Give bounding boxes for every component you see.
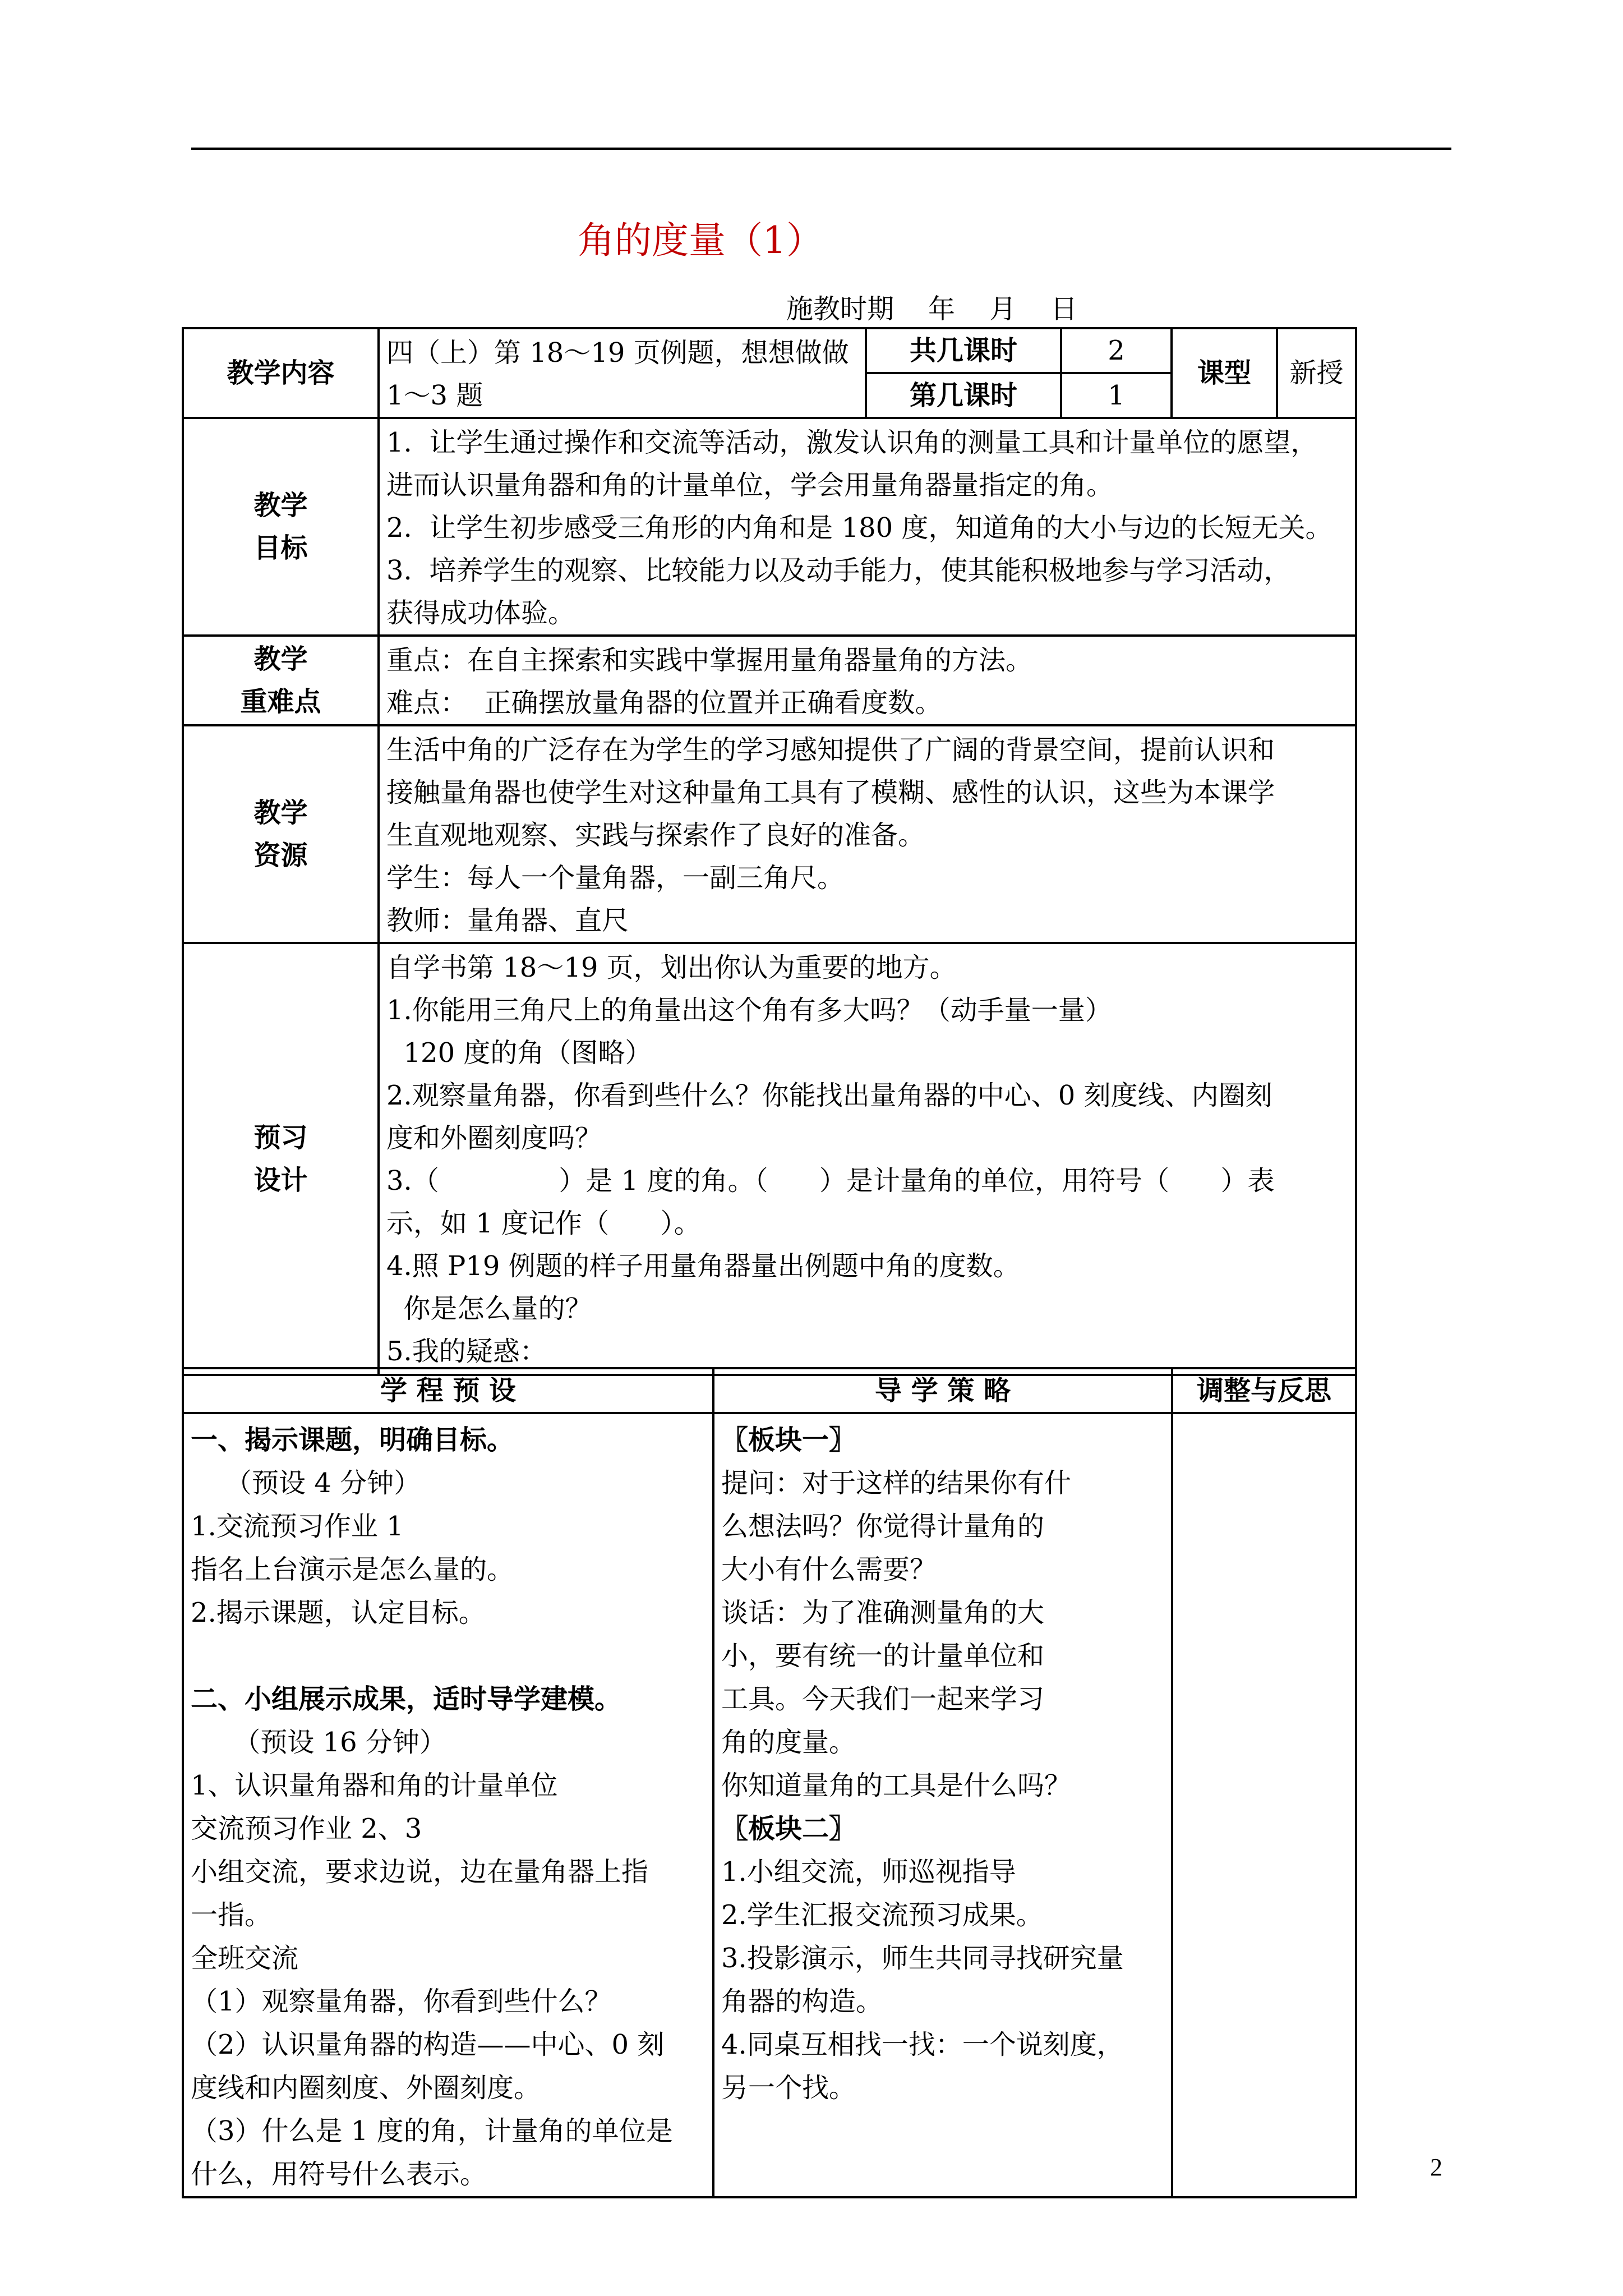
text-line: 指名上台演示是怎么量的。	[191, 1554, 514, 1585]
text-line: 教学	[253, 490, 308, 521]
text-line: 另一个找。	[721, 2072, 856, 2104]
text-line: 小组交流，要求边说，边在量角器上指	[191, 1856, 649, 1888]
plan-header-reflection: 调整与反思	[1172, 1368, 1356, 1413]
text-line: 1.交流预习作业 1	[191, 1511, 404, 1542]
total-periods-value: 2	[1061, 328, 1172, 373]
text-line: 重难点	[240, 686, 321, 717]
content-cell	[379, 328, 866, 418]
page-number: 2	[1430, 2154, 1442, 2181]
plan-header-strategy: 导 学 策 略	[713, 1368, 1172, 1413]
text-line: 大小有什么需要？	[721, 1554, 937, 1585]
section-heading: 〖板块一〗	[721, 1424, 856, 1456]
text-line: 获得成功体验。	[386, 597, 575, 629]
total-periods-label: 共几课时	[866, 328, 1061, 373]
date-line: 施教时期 年 月 日	[786, 293, 1078, 325]
period-value: 1	[1061, 373, 1172, 418]
type-label: 课型	[1172, 328, 1277, 418]
text-line: 生直观地观察、实践与探索作了良好的准备。	[386, 820, 925, 851]
text-line: 设计	[253, 1165, 308, 1196]
text-line: 4.同桌互相找一找：一个说刻度，	[721, 2029, 1124, 2060]
plan-header-process: 学 程 预 设	[183, 1368, 713, 1413]
text-line: 1、认识量角器和角的计量单位	[191, 1770, 558, 1801]
text-line: 1～3 题	[386, 380, 483, 411]
plan-process-content	[183, 1413, 713, 2197]
text-line: 预习	[253, 1122, 308, 1153]
content-label: 教学内容	[183, 328, 379, 418]
resources-content	[379, 725, 1356, 943]
text-line: 120 度的角（图略）	[386, 1037, 652, 1069]
section-heading: 二、小组展示成果，适时导学建模。	[191, 1683, 622, 1715]
text-line: 全班交流	[191, 1943, 299, 1974]
text-line: 2.揭示课题，认定目标。	[191, 1597, 486, 1628]
text-line: 你是怎么量的？	[386, 1293, 592, 1324]
text-line: 教学	[253, 643, 308, 675]
type-value: 新授	[1277, 328, 1356, 418]
text-line: 3.投影演示，师生共同寻找研究量	[721, 1943, 1124, 1974]
text-line: 生活中角的广泛存在为学生的学习感知提供了广阔的背景空间，提前认识和	[386, 734, 1275, 766]
plan-strategy-content	[713, 1413, 1172, 2197]
text-line: （2）认识量角器的构造——中心、0 刻	[191, 2029, 665, 2060]
text-line: （预设 4 分钟）	[191, 1467, 421, 1499]
plan-reflection-content	[1172, 1413, 1356, 2197]
text-line: 难点： 正确摆放量角器的位置并正确看度数。	[386, 687, 942, 719]
text-line: 自学书第 18～19 页，划出你认为重要的地方。	[386, 952, 957, 983]
period-label: 第几课时	[866, 373, 1061, 418]
text-line: 四（上）第 18～19 页例题，想想做做	[386, 337, 849, 369]
text-line: 度线和内圈刻度、外圈刻度。	[191, 2072, 541, 2104]
text-line: 接触量角器也使学生对这种量角工具有了模糊、感性的认识，这些为本课学	[386, 777, 1275, 808]
text-line: 什么，用符号什么表示。	[191, 2159, 487, 2190]
text-line: 2.观察量角器，你看到些什么？你能找出量角器的中心、0 刻度线、内圈刻	[386, 1080, 1272, 1111]
goals-content	[379, 418, 1356, 636]
text-line: 度和外圈刻度吗？	[386, 1122, 602, 1154]
preview-content	[379, 943, 1356, 1375]
text-line: 资源	[253, 840, 308, 871]
teaching-plan-table	[182, 1367, 1357, 2198]
text-line: 学生：每人一个量角器，一副三角尺。	[386, 862, 845, 894]
text-line	[191, 1635, 712, 1678]
text-line: 2. 让学生初步感受三角形的内角和是 180 度，知道角的大小与边的长短无关。	[386, 512, 1332, 544]
lesson-info-table	[182, 327, 1357, 1376]
text-line: 4.照 P19 例题的样子用量角器量出例题中角的度数。	[386, 1250, 1020, 1282]
text-line: 么想法吗？你觉得计量角的	[721, 1511, 1045, 1542]
text-line: 谈话：为了准确测量角的大	[721, 1597, 1045, 1628]
text-line: 教师：量角器、直尺	[386, 905, 629, 936]
text-line: 2.学生汇报交流预习成果。	[721, 1899, 1043, 1931]
text-line: （预设 16 分钟）	[191, 1727, 446, 1758]
text-line: 3.（ ）是 1 度的角。（ ）是计量角的单位，用符号（ ）表	[386, 1165, 1275, 1197]
text-line: 1. 让学生通过操作和交流等活动，激发认识角的测量工具和计量单位的愿望，	[386, 427, 1318, 458]
text-line: 目标	[253, 532, 308, 564]
text-line: （3）什么是 1 度的角，计量角的单位是	[191, 2115, 673, 2147]
text-line: 5.我的疑惑：	[386, 1336, 547, 1367]
text-line: 示，如 1 度记作（ ）。	[386, 1208, 701, 1239]
text-line: 你知道量角的工具是什么吗？	[721, 1770, 1072, 1801]
text-line: 角的度量。	[721, 1727, 856, 1758]
text-line: 交流预习作业 2、3	[191, 1813, 422, 1844]
key-points-label	[183, 636, 379, 725]
section-heading: 〖板块二〗	[721, 1813, 856, 1844]
text-line: 教学	[253, 797, 308, 829]
document-title: 角的度量（1）	[578, 219, 823, 262]
key-points-content	[379, 636, 1356, 725]
section-heading: 一、揭示课题，明确目标。	[191, 1424, 514, 1456]
preview-label	[183, 943, 379, 1375]
goals-label	[183, 418, 379, 636]
text-line: 1.小组交流，师巡视指导	[721, 1856, 1016, 1888]
text-line: 一指。	[191, 1899, 272, 1931]
text-line: （1）观察量角器，你看到些什么？	[191, 1986, 612, 2017]
text-line: 提问：对于这样的结果你有什	[721, 1467, 1072, 1499]
text-line: 进而认识量角器和角的计量单位，学会用量角器量指定的角。	[386, 470, 1114, 501]
text-line: 角器的构造。	[721, 1986, 883, 2017]
text-line: 3. 培养学生的观察、比较能力以及动手能力，使其能积极地参与学习活动，	[386, 555, 1291, 586]
text-line: 小，要有统一的计量单位和	[721, 1640, 1045, 1672]
top-rule	[191, 148, 1451, 150]
text-line: 工具。今天我们一起来学习	[721, 1683, 1045, 1715]
resources-label	[183, 725, 379, 943]
text-line: 重点：在自主探索和实践中掌握用量角器量角的方法。	[386, 645, 1033, 676]
text-line: 1.你能用三角尺上的角量出这个角有多大吗？（动手量一量）	[386, 995, 1112, 1026]
